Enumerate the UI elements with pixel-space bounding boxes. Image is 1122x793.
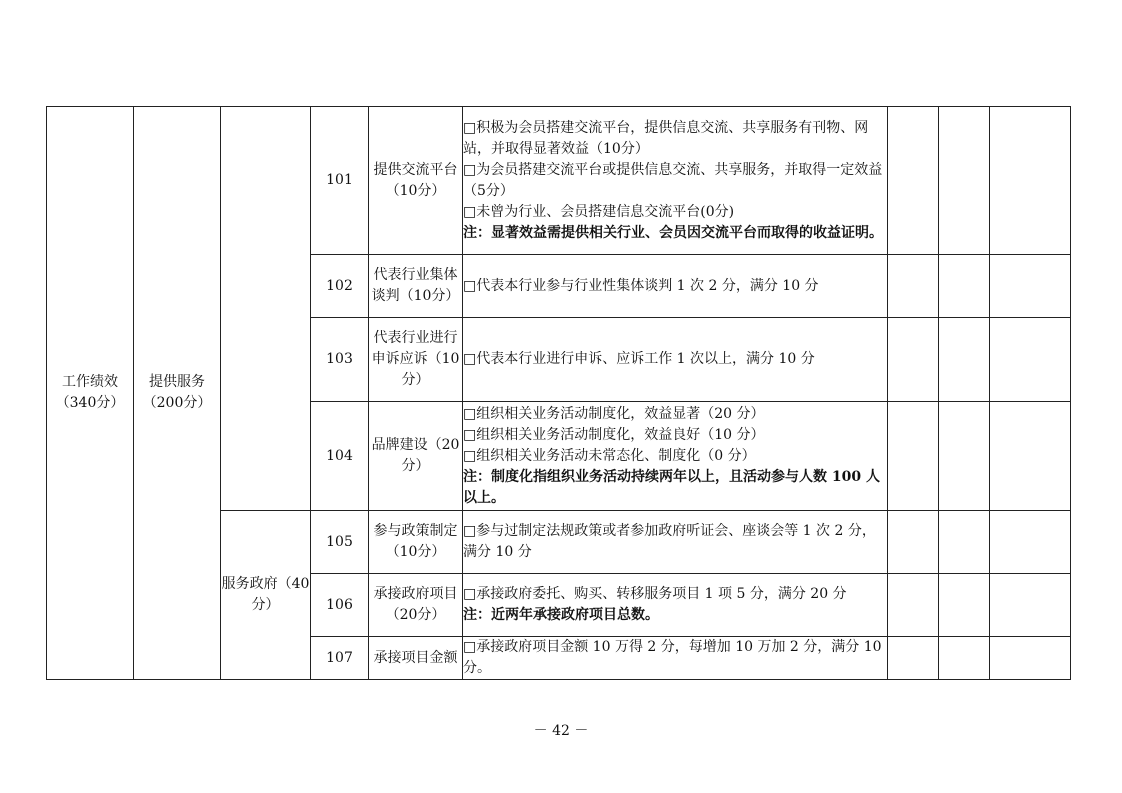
item-id: 105	[311, 511, 369, 574]
score-cell	[888, 574, 939, 637]
evaluation-table	[46, 106, 1071, 680]
item-name: 承接政府项目（20分）	[369, 574, 463, 637]
criteria-option: □组织相关业务活动制度化，效益显著（20 分）	[463, 405, 765, 422]
score-cell	[990, 255, 1071, 318]
score-cell	[888, 318, 939, 402]
level2-category: 提供服务（200分）	[134, 107, 221, 680]
criteria-option: □组织相关业务活动未常态化、制度化（0 分）	[463, 447, 756, 464]
item-name: 提供交流平台（10分）	[369, 107, 463, 255]
score-cell	[990, 402, 1071, 511]
score-cell	[888, 255, 939, 318]
score-cell	[939, 574, 990, 637]
level3-category: 服务政府（40分）	[221, 511, 311, 680]
criteria-option: □组织相关业务活动制度化，效益良好（10 分）	[463, 426, 765, 443]
score-cell	[939, 402, 990, 511]
score-cell	[990, 107, 1071, 255]
score-cell	[990, 574, 1071, 637]
level1-category: 工作绩效（340分）	[47, 107, 134, 680]
criteria-option: □代表本行业进行申诉、应诉工作 1 次以上，满分 10 分	[463, 351, 815, 367]
score-cell	[939, 255, 990, 318]
item-name: 代表行业进行申诉应诉（10分）	[369, 318, 463, 402]
criteria-option: □代表本行业参与行业性集体谈判 1 次 2 分，满分 10 分	[463, 277, 819, 294]
item-name: 承接项目金额	[369, 637, 463, 680]
score-cell	[990, 637, 1071, 680]
item-id: 106	[311, 574, 369, 637]
criteria-cell	[463, 318, 888, 402]
score-cell	[939, 511, 990, 574]
score-cell	[888, 637, 939, 680]
item-id: 103	[311, 318, 369, 402]
score-cell	[888, 402, 939, 511]
score-cell	[939, 107, 990, 255]
criteria-option: □积极为会员搭建交流平台，提供信息交流、共享服务有刊物、网站，并取得显著效益（10分）	[463, 119, 869, 157]
criteria-note: 注：显著效益需提供相关行业、会员因交流平台而取得的收益证明。	[463, 224, 883, 241]
score-cell	[990, 511, 1071, 574]
item-id: 107	[311, 637, 369, 680]
criteria-option: □为会员搭建交流平台或提供信息交流、共享服务，并取得一定效益（5分）	[463, 161, 883, 199]
criteria-cell	[463, 255, 888, 318]
criteria-note: 注：近两年承接政府项目总数。	[463, 607, 659, 623]
level3-blank	[221, 107, 311, 511]
criteria-option: □参与过制定法规政策或者参加政府听证会、座谈会等 1 次 2 分，满分 10 分	[463, 523, 876, 560]
score-cell	[888, 511, 939, 574]
item-id: 104	[311, 402, 369, 511]
score-cell	[888, 107, 939, 255]
criteria-cell	[463, 402, 888, 511]
criteria-option: □承接政府委托、购买、转移服务项目 1 项 5 分，满分 20 分	[463, 586, 847, 602]
item-id: 101	[311, 107, 369, 255]
criteria-note: 注：制度化指组织业务活动持续两年以上，且活动参与人数 100 人以上。	[463, 468, 880, 506]
score-cell	[939, 637, 990, 680]
criteria-cell	[463, 511, 888, 574]
criteria-cell	[463, 574, 888, 637]
item-name: 参与政策制定（10分）	[369, 511, 463, 574]
score-cell	[990, 318, 1071, 402]
score-cell	[939, 318, 990, 402]
criteria-cell	[463, 637, 888, 680]
item-name: 品牌建设（20分）	[369, 402, 463, 511]
criteria-option: □未曾为行业、会员搭建信息交流平台(0分)	[463, 203, 735, 220]
criteria-cell	[463, 107, 888, 255]
table-row	[47, 107, 1071, 255]
item-name: 代表行业集体谈判（10分）	[369, 255, 463, 318]
page-number: － 42 －	[533, 723, 589, 739]
item-id: 102	[311, 255, 369, 318]
criteria-option: □承接政府项目金额 10 万得 2 分，每增加 10 万加 2 分，满分 10 分。	[463, 639, 882, 676]
